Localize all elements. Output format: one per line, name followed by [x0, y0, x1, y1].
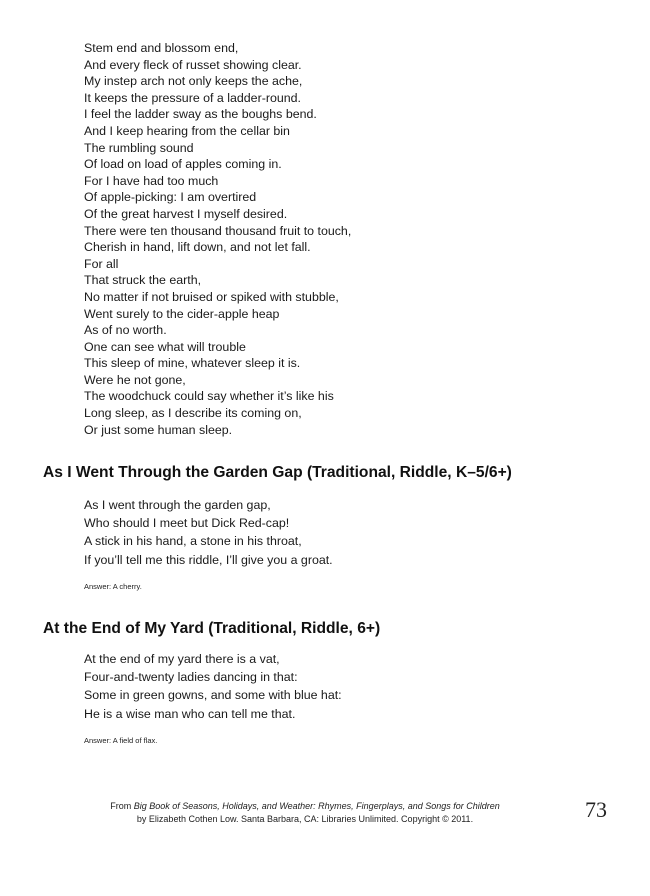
poem-line: One can see what will trouble: [84, 339, 246, 354]
riddle-garden-gap: [84, 496, 333, 569]
poem-line: The rumbling sound: [84, 140, 194, 155]
poem-line: For I have had too much: [84, 173, 219, 188]
section-title-end-of-yard: At the End of My Yard (Traditional, Riddle, 6+): [43, 620, 381, 637]
page-number: 73: [585, 797, 607, 822]
poem-line: Long sleep, as I describe its coming on,: [84, 406, 302, 421]
poem-line: That struck the earth,: [84, 273, 202, 288]
footer-line-1: [100, 800, 510, 813]
poem-line: Four-and-twenty ladies dancing in that:: [84, 670, 298, 685]
page-footer-citation: [100, 800, 510, 826]
poem-line: No matter if not bruised or spiked with stubble,: [84, 289, 339, 304]
poem-line: It keeps the pressure of a ladder-round.: [84, 90, 301, 105]
poem-line: And every fleck of russet showing clear.: [84, 57, 302, 72]
poem-line: Of apple-picking: I am overtired: [84, 190, 257, 205]
riddle-end-of-yard: [84, 650, 342, 723]
section-title-garden-gap: As I Went Through the Garden Gap (Traditional, Riddle, K–5/6+): [43, 464, 512, 481]
poem-line: The woodchuck could say whether it’s like his: [84, 389, 334, 404]
footer-book-title: Big Book of Seasons, Holidays, and Weather: Rhymes, Fingerplays, and Songs for Children: [133, 801, 500, 811]
poem-line: Stem end and blossom end,: [84, 41, 239, 55]
poem-line: Went surely to the cider-apple heap: [84, 306, 280, 321]
poem-continuation: [84, 40, 351, 438]
poem-line: And I keep hearing from the cellar bin: [84, 123, 290, 138]
footer-line-2: by Elizabeth Cothen Low. Santa Barbara, CA: Libraries Unlimited. Copyright © 2011.: [136, 814, 474, 824]
poem-line: Some in green gowns, and some with blue hat:: [84, 688, 342, 703]
poem-line: As I went through the garden gap,: [84, 498, 271, 512]
poem-line: Or just some human sleep.: [84, 422, 233, 437]
poem-line: Who should I meet but Dick Red-cap!: [84, 516, 290, 531]
poem-line: He is a wise man who can tell me that.: [84, 706, 296, 721]
poem-line: A stick in his hand, a stone in his throat,: [84, 534, 302, 549]
poem-line: I feel the ladder sway as the boughs bend.: [84, 107, 317, 122]
poem-line: My instep arch not only keeps the ache,: [84, 74, 303, 89]
poem-line: At the end of my yard there is a vat,: [84, 652, 280, 666]
poem-line: Of the great harvest I myself desired.: [84, 206, 288, 221]
poem-line: Cherish in hand, lift down, and not let fall.: [84, 240, 311, 255]
poem-line: For all: [84, 256, 119, 271]
riddle-answer-end-of-yard: Answer: A field of flax.: [84, 736, 158, 745]
poem-line: Of load on load of apples coming in.: [84, 157, 282, 172]
poem-line: If you’ll tell me this riddle, I’ll give you a groat.: [84, 552, 333, 567]
poem-line: There were ten thousand thousand fruit to touch,: [84, 223, 352, 238]
poem-line: Were he not gone,: [84, 372, 186, 387]
footer-prefix: From: [110, 801, 134, 811]
poem-line: This sleep of mine, whatever sleep it is.: [84, 356, 301, 371]
poem-line: As of no worth.: [84, 323, 167, 338]
riddle-answer-garden-gap: Answer: A cherry.: [84, 582, 142, 591]
